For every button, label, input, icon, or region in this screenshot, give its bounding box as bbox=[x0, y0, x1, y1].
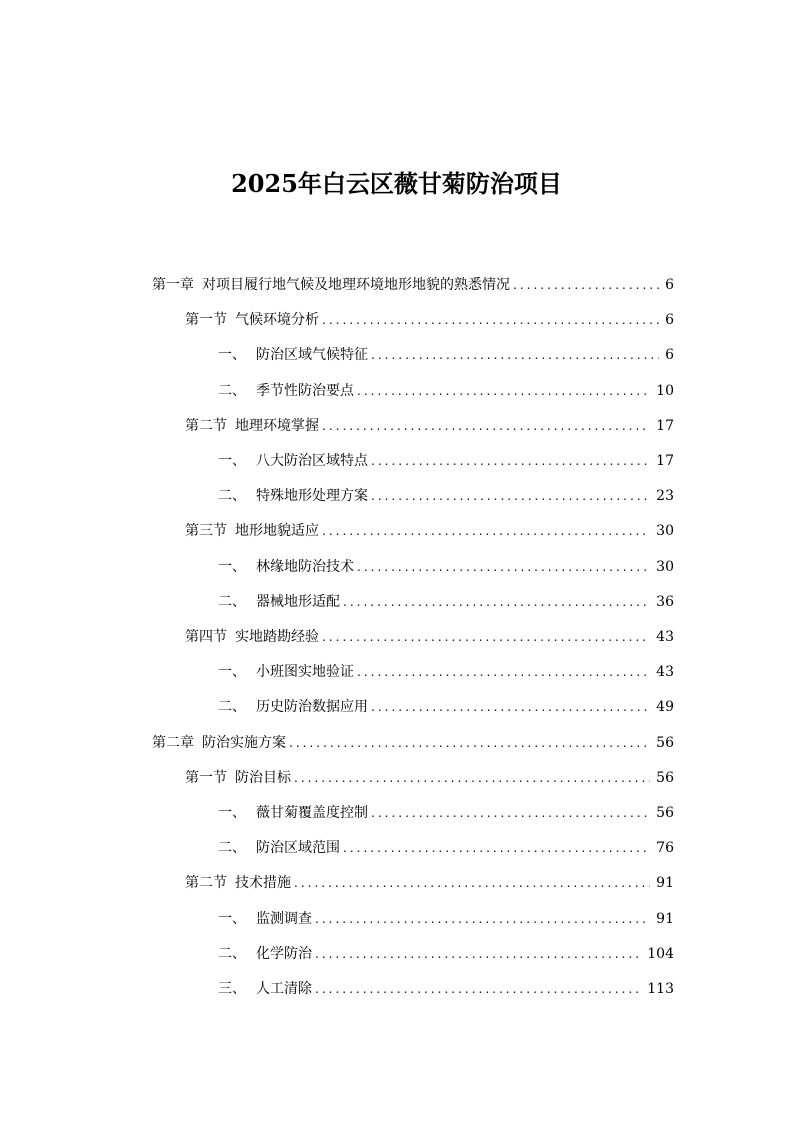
toc-entry-page-number: 36 bbox=[656, 593, 674, 610]
toc-entry-page-number: 104 bbox=[647, 945, 674, 962]
toc-entry-level-3[interactable] bbox=[218, 831, 674, 866]
toc-entry-title: 实地踏勘经验 bbox=[235, 629, 319, 645]
toc-entry-number: 一、 bbox=[218, 347, 246, 364]
toc-dot-leader bbox=[294, 761, 650, 796]
toc-entry-title: 小班图实地验证 bbox=[256, 664, 354, 681]
toc-entry-level-3[interactable] bbox=[218, 479, 674, 514]
toc-entry-page-number: 43 bbox=[656, 629, 674, 645]
toc-entry-number: 第一章 bbox=[152, 277, 194, 293]
toc-entry-page-number: 10 bbox=[656, 382, 674, 399]
toc-entry-number: 第一节 bbox=[185, 769, 227, 786]
toc-entry-level-3[interactable] bbox=[218, 655, 674, 690]
toc-dot-leader bbox=[289, 726, 650, 761]
toc-entry-page-number: 17 bbox=[656, 417, 674, 434]
toc-entry-page-number: 30 bbox=[656, 558, 674, 575]
toc-entry-level-1[interactable] bbox=[152, 268, 674, 303]
toc-entry-number: 第二节 bbox=[185, 417, 227, 434]
toc-entry-title: 八大防治区域特点 bbox=[256, 453, 368, 469]
toc-entry-level-2[interactable] bbox=[185, 514, 674, 549]
toc-entry-number: 第一节 bbox=[185, 312, 227, 329]
toc-entry-page-number: 43 bbox=[656, 664, 674, 681]
toc-entry-number: 一、 bbox=[218, 805, 246, 821]
toc-dot-leader bbox=[294, 866, 650, 901]
toc-dot-leader bbox=[371, 444, 650, 479]
toc-entry-level-3[interactable] bbox=[218, 972, 674, 1007]
toc-dot-leader bbox=[371, 338, 659, 373]
toc-entry-level-3[interactable] bbox=[218, 444, 674, 479]
document-title: 2025年白云区薇甘菊防治项目 bbox=[231, 169, 562, 198]
toc-entry-title: 化学防治 bbox=[256, 945, 312, 962]
toc-entry-title: 技术措施 bbox=[235, 875, 291, 892]
toc-entry-level-2[interactable] bbox=[185, 866, 674, 901]
toc-dot-leader bbox=[371, 479, 650, 514]
toc-entry-page-number: 113 bbox=[647, 981, 674, 997]
toc-dot-leader bbox=[315, 972, 641, 1007]
toc-dot-leader bbox=[371, 796, 650, 831]
toc-entry-number: 第二节 bbox=[185, 875, 227, 892]
toc-entry-title: 人工清除 bbox=[256, 981, 312, 997]
toc-entry-page-number: 76 bbox=[656, 840, 674, 857]
toc-entry-title: 防治区域范围 bbox=[256, 840, 340, 857]
toc-dot-leader bbox=[322, 514, 650, 549]
toc-entry-level-1[interactable] bbox=[152, 726, 674, 761]
toc-dot-leader bbox=[322, 620, 650, 655]
toc-entry-title: 防治区域气候特征 bbox=[256, 347, 368, 364]
toc-entry-number: 第三节 bbox=[185, 523, 227, 540]
toc-entry-number: 一、 bbox=[218, 453, 246, 469]
toc-entry-title: 防治目标 bbox=[235, 769, 291, 786]
toc-entry-title: 季节性防治要点 bbox=[256, 382, 354, 399]
toc-entry-page-number: 6 bbox=[665, 277, 674, 293]
toc-entry-level-3[interactable] bbox=[218, 550, 674, 585]
toc-entry-page-number: 30 bbox=[656, 523, 674, 540]
toc-entry-title: 薇甘菊覆盖度控制 bbox=[256, 805, 368, 821]
toc-entry-level-2[interactable] bbox=[185, 761, 674, 796]
toc-entry-level-3[interactable] bbox=[218, 374, 674, 409]
toc-dot-leader bbox=[513, 268, 659, 303]
toc-entry-page-number: 56 bbox=[656, 734, 674, 751]
toc-dot-leader bbox=[343, 831, 650, 866]
toc-entry-page-number: 56 bbox=[656, 805, 674, 821]
toc-entry-number: 二、 bbox=[218, 593, 246, 610]
toc-entry-number: 三、 bbox=[218, 981, 246, 997]
toc-entry-title: 器械地形适配 bbox=[256, 593, 340, 610]
toc-entry-page-number: 23 bbox=[656, 488, 674, 505]
toc-dot-leader bbox=[371, 690, 650, 725]
toc-entry-level-3[interactable] bbox=[218, 796, 674, 831]
toc-entry-page-number: 91 bbox=[656, 875, 674, 892]
toc-entry-number: 一、 bbox=[218, 664, 246, 681]
toc-entry-number: 二、 bbox=[218, 840, 246, 857]
toc-entry-page-number: 49 bbox=[656, 699, 674, 716]
toc-entry-title: 对项目履行地气候及地理环境地形地貌的熟悉情况 bbox=[202, 277, 510, 293]
toc-entry-number: 二、 bbox=[218, 945, 246, 962]
toc-entry-page-number: 56 bbox=[656, 769, 674, 786]
toc-entry-page-number: 17 bbox=[656, 453, 674, 469]
toc-entry-level-2[interactable] bbox=[185, 620, 674, 655]
toc-dot-leader bbox=[315, 902, 650, 937]
toc-dot-leader bbox=[357, 374, 650, 409]
toc-entry-page-number: 6 bbox=[665, 312, 674, 329]
toc-entry-level-3[interactable] bbox=[218, 902, 674, 937]
toc-entry-title: 林缘地防治技术 bbox=[256, 558, 354, 575]
toc-dot-leader bbox=[322, 303, 659, 338]
toc-entry-title: 特殊地形处理方案 bbox=[256, 488, 368, 505]
toc-entry-number: 一、 bbox=[218, 910, 246, 927]
toc-entry-title: 监测调查 bbox=[256, 910, 312, 927]
toc-entry-title: 防治实施方案 bbox=[202, 734, 286, 751]
toc-entry-page-number: 6 bbox=[665, 347, 674, 364]
toc-entry-title: 历史防治数据应用 bbox=[256, 699, 368, 716]
toc-entry-number: 第四节 bbox=[185, 629, 227, 645]
toc-dot-leader bbox=[343, 585, 650, 620]
toc-dot-leader bbox=[357, 655, 650, 690]
toc-entry-level-3[interactable] bbox=[218, 338, 674, 373]
toc-entry-page-number: 91 bbox=[656, 910, 674, 927]
toc-entry-number: 第二章 bbox=[152, 734, 194, 751]
toc-entry-number: 二、 bbox=[218, 488, 246, 505]
toc-entry-title: 气候环境分析 bbox=[235, 312, 319, 329]
toc-entry-title: 地理环境掌握 bbox=[235, 417, 319, 434]
toc-entry-level-2[interactable] bbox=[185, 409, 674, 444]
toc-dot-leader bbox=[315, 937, 641, 972]
toc-entry-number: 二、 bbox=[218, 699, 246, 716]
toc-entry-number: 一、 bbox=[218, 558, 246, 575]
toc-entry-title: 地形地貌适应 bbox=[235, 523, 319, 540]
toc-entry-level-3[interactable] bbox=[218, 690, 674, 725]
toc-dot-leader bbox=[322, 409, 650, 444]
toc-entry-level-3[interactable] bbox=[218, 937, 674, 972]
toc-entry-level-3[interactable] bbox=[218, 585, 674, 620]
toc-dot-leader bbox=[357, 550, 650, 585]
toc-entry-level-2[interactable] bbox=[185, 303, 674, 338]
toc-entry-number: 二、 bbox=[218, 382, 246, 399]
